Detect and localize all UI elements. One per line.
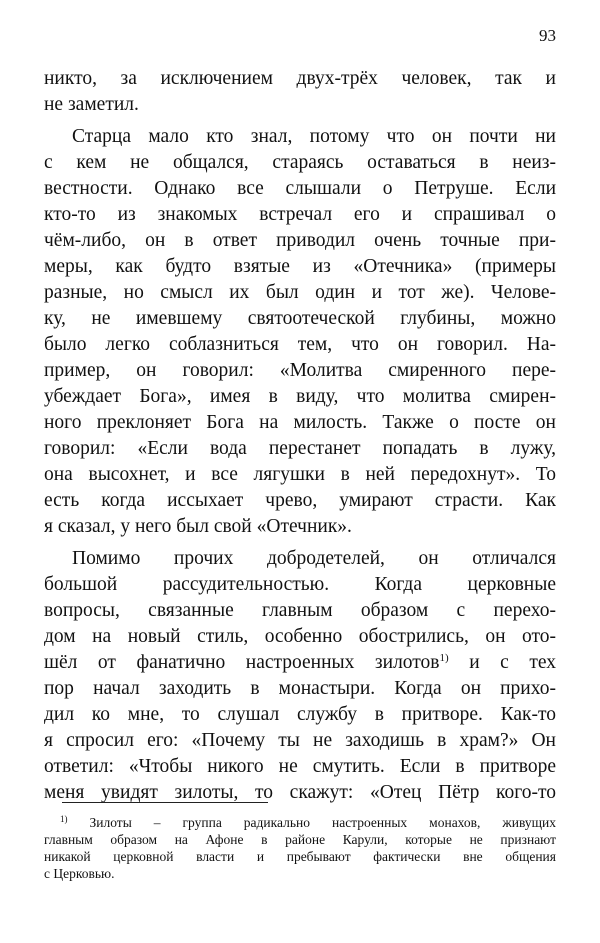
footnote-text: Зилоты – группа радикально настроенных монахов, живущих bbox=[67, 815, 556, 830]
text-line: она высохнет, и все лягушки в ней передохнут». То bbox=[44, 464, 556, 485]
footnote-line: никакой церковной власти и пребывают фактически вне общения bbox=[44, 849, 556, 864]
text-line: разные, но смысл их был один и тот же). Челове- bbox=[44, 282, 556, 303]
text-line: вопросы, связанные главным образом с перехо- bbox=[44, 600, 556, 621]
footnote-line: главным образом на Афоне в районе Карули, которые не признают bbox=[44, 832, 556, 847]
footnote-marker: 1) bbox=[60, 814, 68, 824]
text-line: говорил: «Если вода перестанет попадать в лужу, bbox=[44, 438, 556, 459]
text-line: Старца мало кто знал, потому что он почти ни bbox=[72, 126, 556, 147]
text-line: не заметил. bbox=[44, 94, 139, 115]
footnote-reference[interactable]: 1) bbox=[439, 652, 449, 664]
text-line: Помимо прочих добродетелей, он отличался bbox=[72, 548, 556, 569]
text-line: ного преклоняет Бога на милость. Также о посте он bbox=[44, 412, 556, 433]
text-line: никто, за исключением двух-трёх человек, так и bbox=[44, 68, 556, 89]
text-line: ответил: «Чтобы никого не смутить. Если в притворе bbox=[44, 756, 556, 777]
paragraph-2 bbox=[44, 124, 556, 540]
text-line: большой рассудительностью. Когда церковные bbox=[44, 574, 556, 595]
text-segment: шёл от фанатично настроенных зилотов bbox=[44, 652, 440, 673]
footnote-line bbox=[44, 814, 556, 831]
text-line: кто-то из знакомых встречал его и спрашивал о bbox=[44, 204, 556, 225]
text-line: меры, как будто взятые из «Отечника» (примеры bbox=[44, 256, 556, 277]
text-line: убеждает Бога», имея в виду, что молитва смирен- bbox=[44, 386, 556, 407]
text-line: пример, он говорил: «Молитва смиренного пере- bbox=[44, 360, 556, 381]
text-line: дом на новый стиль, особенно обострились, он ото- bbox=[44, 626, 556, 647]
paragraph-1 bbox=[44, 66, 556, 118]
footnote-divider bbox=[62, 802, 268, 803]
text-line-with-footnote-ref bbox=[44, 650, 556, 676]
main-text bbox=[44, 66, 556, 806]
text-line: пор начал заходить в монастыри. Когда он прихо- bbox=[44, 678, 556, 699]
text-line: вестности. Однако все слышали о Петруше. Если bbox=[44, 178, 556, 199]
text-line: ку, не имевшему святоотеческой глубины, можно bbox=[44, 308, 556, 329]
text-segment: и с тех bbox=[448, 652, 556, 673]
text-line: с кем не общался, стараясь оставаться в неиз- bbox=[44, 152, 556, 173]
footnote-line: с Церковью. bbox=[44, 866, 115, 881]
page-number: 93 bbox=[539, 26, 556, 45]
text-line: я сказал, у него был свой «Отечник». bbox=[44, 516, 352, 537]
text-line: меня увидят зилоты, то скажут: «Отец Пётр кого-то bbox=[44, 782, 556, 803]
text-line: дил ко мне, то слушал службу в притворе. Как-то bbox=[44, 704, 556, 725]
text-line: есть когда иссыхает чрево, умирают страсти. Как bbox=[44, 490, 556, 511]
text-line: было легко соблазниться тем, что он говорил. На- bbox=[44, 334, 556, 355]
footnote bbox=[44, 814, 556, 882]
text-line: чём-либо, он в ответ приводил очень точные при- bbox=[44, 230, 556, 251]
text-line: я спросил его: «Почему ты не заходишь в храм?» Он bbox=[44, 730, 556, 751]
paragraph-3 bbox=[44, 546, 556, 806]
